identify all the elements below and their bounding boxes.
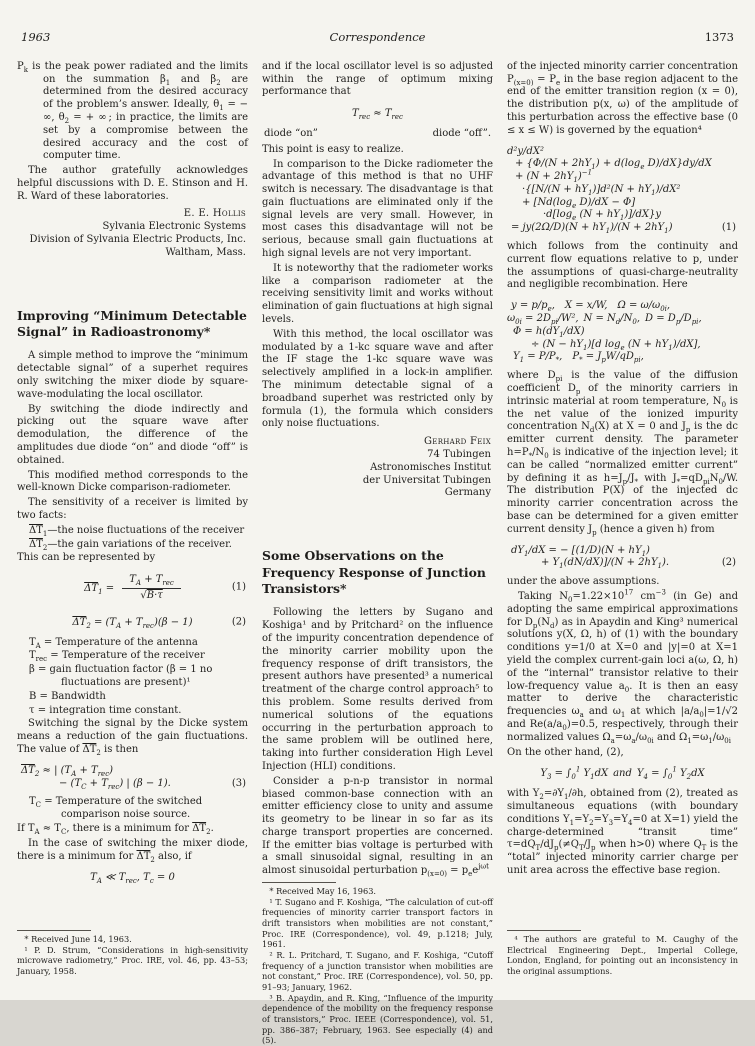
footnote: * Received May 16, 1963.: [269, 886, 377, 897]
equation-line: [507, 339, 738, 352]
equation-line-text: + [$Nd(\log_e$ D)/dX − Φ]: [522, 196, 636, 210]
equation-line: [507, 197, 738, 210]
equation-block: [507, 300, 738, 364]
equation-line: [17, 765, 248, 778]
equation-line: [507, 351, 738, 364]
signature-line: Division of Sylvania Electric Products, Inc.: [29, 234, 246, 246]
footnote-rule: [262, 882, 336, 883]
label-right: diode “off”.: [432, 127, 491, 139]
footnote: * Received June 14, 1963.: [24, 934, 132, 945]
equation-body: $\overline{\Delta T}_2 = (T_A + T_{rec})(\beta - 1)$: [72, 616, 193, 630]
equation-line-text: $\cdot\{[N/(N + hY_1)]d^2(N + hY_1)/dX^2$: [522, 183, 681, 197]
equation-body: $T_{rec} \approx T_{rec}$: [352, 108, 403, 122]
signature-name: Gerhard Feix: [424, 436, 491, 448]
equation-line-text: $\Phi = h(dY_1/dX)$: [513, 325, 585, 339]
paragraph: Switching the signal by the Dicke system means a reduction of the gain fluctuations. The value of $\overline{\Delta T}_2$ is then: [17, 718, 248, 757]
equation-number: (3): [231, 777, 246, 789]
equation-line: [507, 158, 738, 171]
equation-line: [507, 222, 738, 235]
equation-line-text: $\cdot d[\log_e$ $(N + hY_1)]/dX\}y$: [543, 209, 662, 223]
paragraph: under the above assumptions.: [507, 576, 660, 588]
fraction-denominator: √B·τ: [140, 589, 163, 601]
equation-number: (2): [721, 557, 736, 569]
definition-item: $T_C$ = Temperature of the switched comparison noise source.: [29, 796, 203, 821]
footnotes: [262, 880, 493, 1046]
definition-item: τ = integration time constant.: [29, 704, 182, 716]
column-layout: [17, 60, 739, 1046]
paragraph: Taking $N_0=1.22\times 10^{17}$ $cm^{-3}$ (in Ge) and adopting the same empirical approximations for $D_p(N_d)$ as in Apaydin and King³ numerical solutions y(X, Ω, h) of (1) with the boundary conditions y=1/0 at X=0 and |y|=0 at X=1 yield the complex current-gain loci a(ω, Ω, h) of the “internal” transistor relative to their low-frequency value $a_0$. It is then an easy matter to derive the characteristic frequencies $\omega_a$ and $\omega_1$ at which $|a/a_0|=1/√2$ and $Re(a/a_0)=0.5$, respectively, through their normalized values $\Omega_a=\omega_a/\omega_{0i}$ and $\Omega_1=\omega_1/\omega_{0i}$: [507, 588, 739, 745]
signature-block: [262, 436, 491, 500]
column-left: [17, 61, 248, 977]
equation-line-text: d²y/dX²: [507, 145, 544, 157]
footnote: ¹ P. D. Strum, “Considerations in high-sensitivity microwave radiometry,” Proc. IRE, vol. 46, pp. 43–53; January, 1958.: [17, 944, 248, 977]
equation-line: [507, 184, 738, 197]
footnote: ⁴ The authors are grateful to M. Caughy of the Electrical Engineering Dept., Imperial College, London, England, for pointing out an inconsistency in the original assumptions.: [507, 934, 738, 977]
definition-item: $T_{rec}$ = Temperature of the receiver: [29, 650, 205, 664]
footnote: ¹ T. Sugano and F. Koshiga, “The calculation of cut-off frequencies of minority carrier transport factors in drift transistors when mobilities are not constant,” Proc. IRE (Correspondence), vol. 49, p.1218; July, 1961.: [262, 896, 493, 950]
equation-body: $T_A$ ≪ $T_{rec}$, $T_c = 0$: [90, 872, 175, 886]
equation-line: [507, 545, 738, 558]
equation-line: [507, 209, 738, 222]
equation-line-text: + $(N + 2hY_1)^{-1}$: [515, 168, 593, 185]
paragraph: If $T_A \approx T_C$, there is a minimum for $\overline{\Delta T}_2$.: [17, 822, 214, 836]
equation-line-text: + {$\Phi/(N + 2hY_1) + d(\log_e$ D)/dX}dy/dX: [515, 158, 712, 172]
paragraph: In the case of switching the mixer diode, there is a minimum for $\overline{\Delta T}_2$ also, if: [17, 837, 248, 864]
paragraph: This point is easy to realize.: [262, 143, 404, 155]
signature-line: Astronomisches Institut: [370, 461, 491, 473]
definition-item: $\overline{\Delta T}_1—the$ noise fluctuations of the receiver: [29, 524, 245, 538]
fraction: [122, 574, 181, 603]
equation-body: $Y_3 = \int_0^1$ $Y_1dX$ and $Y_4 = \int_0^1$ $Y_2dX$: [540, 766, 705, 782]
page-year: 1963: [21, 30, 51, 44]
column-right: [507, 61, 738, 977]
label-left: diode “on”: [264, 127, 318, 139]
definition-item: B = Bandwidth: [29, 690, 106, 702]
equation-block: [17, 765, 248, 791]
signature-name: E. E. Hollis: [183, 208, 246, 220]
equation-number: (1): [721, 222, 736, 234]
footnote-rule: [17, 930, 91, 931]
equation-line: [507, 146, 738, 159]
equation: [262, 108, 493, 121]
equation-line: [507, 557, 738, 570]
paragraph: where $D_{pi}$ is the value of the diffusion coefficient $D_p$ of the minority carriers in intrinsic material at room temperature, $N_0$ is the net value of the ionized impurity concentration $N_d(X)$ at X = 0 and $J_p$ is the dc emitter current density. The parameter $h=P_*/N_0$ is indicative of the injection level; it can be called “normalized emitter current” by defining it as $h=J_p/J_*$ with $J_*=qD_{pi}N_0/W$. The distribution P(X) of the injected dc minority carrier concentration across the base can be determined for a given emitter current density $J_p$ (hence a given h) from: [507, 370, 739, 537]
paragraph: which follows from the continuity and current flow equations relative to p, under the assumptions of quasi-charge-neutrality and negligible recombination. Here: [507, 241, 738, 291]
paragraph: This can be represented by: [17, 552, 156, 564]
page-title: Correspondence: [329, 30, 426, 44]
paragraph: It is noteworthy that the radiometer works like a comparison radiometer at the receiving sensitivity limit and works without elimination of gain fluctuations at high signal levels.: [262, 262, 493, 326]
paragraph: This modified method corresponds to the well-known Dicke comparison-radiometer.: [17, 469, 248, 494]
equation-block: [507, 545, 738, 571]
paragraph: The author gratefully acknowledges helpful discussions with D. E. Stinson and H. R. Ward of these laboratories.: [17, 165, 248, 202]
equation-line: [507, 326, 738, 339]
equation-number: (2): [231, 616, 246, 628]
footnote: ³ B. Apaydin, and R. King, “Influence of the impurity dependence of the mobility on the frequency response of transistors,” Proc. IEEE (Correspondence), vol. 51, pp. 386–387; February, 1963. See especially (4) and (5).: [262, 992, 493, 1046]
section-title: Some Observations on the Frequency Response of Junction Transistors*: [262, 548, 486, 596]
signature-line: 74 Tubingen: [427, 449, 491, 461]
equation: [17, 617, 248, 630]
equation: [507, 768, 738, 781]
footnotes: [17, 928, 248, 977]
equation-line: [507, 168, 738, 185]
paragraph: On the other hand, (2),: [507, 746, 624, 758]
column-middle: [262, 60, 493, 1046]
equation-line-text: $\overline{\Delta T}_2$ ≈ | $(T_A + T_{rec})$: [21, 764, 114, 778]
fraction-numerator: $T_A + T_{rec}$: [122, 574, 181, 589]
page-number: 1373: [704, 30, 734, 44]
equation-line: [507, 313, 738, 326]
paragraph: Consider a p-n-p transistor in normal biased common-base connection with an emitter efficiency close to unity and assume its geometry to be linear in so far as its charge transport properties are concerned. If the emitter bias voltage is perturbed with a small sinusoidal signal, resulting in an almost sinusoidal perturbation $p_{(x=0)} = p_ee^{j\omega t}$: [262, 775, 493, 879]
footnote-rule: [507, 930, 581, 931]
equation-line-text: = $jy(2\Omega/D)(N + hY_1)/(N + 2hY_1)$: [511, 222, 673, 236]
definition-item: $\overline{\Delta T}_2—the$ gain variations of the receiver.: [29, 538, 232, 552]
paragraph: $P_k$ is the peak power radiated and the limits on the summation $\beta_1$ and $\beta_2$ are determined from the desired accuracy of the problem’s answer. Ideally, $\theta_1$ = − ∞, $\theta_2$ = + ∞ ; in practice, the limits are set by a compromise between the desired accuracy and the cost of computer time.: [17, 60, 248, 162]
paragraph: of the injected minority carrier concentration $P_{(x=0)} = P_e$ in the base region adjacent to the end of the emitter transition region (x = 0), the distribution p(x, ω) of the amplitude of this perturbation across the effective base (0 ≤ x ≤ W) is governed by the equation⁴: [507, 60, 738, 136]
equation-lhs: $\overline{\Delta T}_1$ =: [84, 582, 118, 596]
paragraph: Following the letters by Sugano and Koshiga¹ and by Pritchard² on the influence of the impurity concentration dependence of the minority carrier mobility upon the frequency response of drift transistors, the present authors have presented³ a numerical treatment of the charge control approach⁵ to this problem. Some results derived from numerical solutions of the equations occurring in the perturbation approach to the same problem will be outlined here, taking into further consideration High Level Injection (HLI) conditions.: [262, 607, 493, 772]
definition-item: β = gain fluctuation factor (β = 1 no fluctuations are present)¹: [29, 664, 213, 688]
equation-labels: [264, 128, 491, 141]
footnotes: [507, 928, 738, 977]
paragraph: and if the local oscillator level is so adjusted within the range of optimum mixing performance that: [262, 60, 493, 98]
section-title: Improving “Minimum Detectable Signal” in Radioastronomy*: [17, 307, 247, 340]
paragraph: with $Y_2=\partial Y_1/\partial h$, obtained from (2), treated as simultaneous equations (with boundary conditions $Y_1=Y_2=Y_3=Y_4=0$ at X=1) yield the charge-determined “transit time” $\tau=dQ_T/dJ_p(\ne Q_T/J_p$ when h>0) where $Q_T$ is the “total” injected minority carrier charge per unit area across the effective base region.: [507, 788, 738, 876]
signature-block: [17, 208, 246, 259]
equation-line-text: $dY_1/dX$ = − [$(1/D)(N + hY_1)$: [511, 544, 650, 558]
equation-line-text: $\omega_{0i} = 2D_{pi}/W^2$, $N = N_d/N_0$, $D = D_p/D_{pi}$,: [507, 313, 702, 327]
signature-line: der Universitat Tubingen: [362, 474, 491, 486]
paragraph: With this method, the local oscillator was modulated by a 1-kc square wave and after the IF stage the 1-kc square wave was selectively amplified in a lock-in amplifier. The minimum detectable signal of a broadband superhet was restricted only by formula (1), the formula which considers only noise fluctuations.: [262, 328, 493, 430]
equation-block: [507, 146, 738, 236]
page-header: [21, 30, 734, 45]
paragraph: In comparison to the Dicke radiometer the advantage of this method is that no UHF switch is necessary. The disadvantage is that gain fluctuations are eliminated only if the signal levels are very small. However, in most cases this disadvantage will not be serious, because small gain fluctuations at high signal levels are not very important.: [262, 158, 493, 260]
signature-line: Germany: [444, 487, 491, 499]
signature-line: Waltham, Mass.: [165, 246, 246, 258]
equation-number: (1): [231, 582, 246, 594]
footnote: ² R. L. Pritchard, T. Sugano, and F. Koshiga, “Cutoff frequency of a junction transistor when mobilities are not constant,” Proc. IRE (Correspondence), vol. 50, pp. 91–93; January, 1962.: [262, 950, 493, 992]
paragraph: The sensitivity of a receiver is limited by two facts:: [17, 497, 248, 521]
equation: [17, 574, 248, 603]
equation-line-text: − $(T_C + T_{rec})$ | (β − 1).: [59, 777, 171, 791]
equation-line: [17, 778, 248, 791]
equation-line-text: $y = p/p_e$, X = x/W, $\Omega = \omega/\omega_{0i}$,: [511, 300, 671, 314]
equation-line-text: + $Y_1(dN/dX)]/(N + 2hY_1)$.: [541, 557, 670, 571]
signature-line: Sylvania Electronic Systems: [102, 221, 246, 233]
equation-line-text: $Y_1 = P/P_*$, $P_* = J_pW/qD_{pi}$,: [513, 351, 644, 365]
equation-line: [507, 300, 738, 313]
paragraph: A simple method to improve the “minimum detectable signal” of a superhet requires only switching the mixer diode by square-wave-modulating the local oscillator.: [17, 350, 248, 400]
equation-line-text: ÷ $(N - hY_1)[d$ $\log_e (N + hY_1)/dX$],: [531, 338, 701, 352]
definition-item: $T_A$ = Temperature of the antenna: [29, 636, 198, 650]
paragraph: By switching the diode indirectly and picking out the square wave after demodulation, the difference of the amplitudes due diode “on” and diode “off” is obtained.: [17, 403, 248, 466]
equation: [17, 872, 248, 885]
